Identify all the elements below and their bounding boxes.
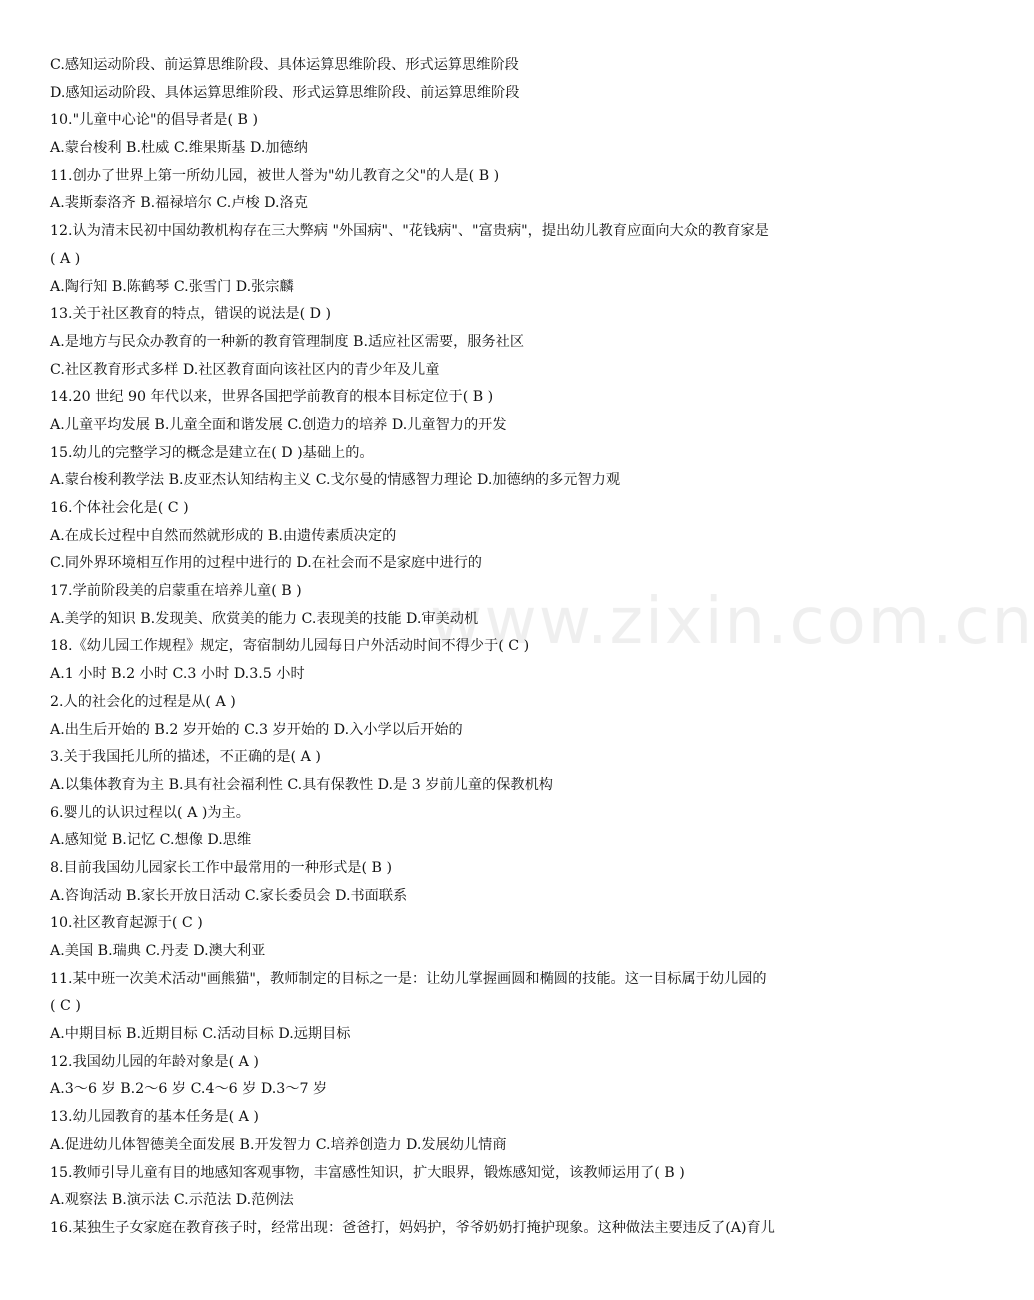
question-line: 13.关于社区教育的特点，错误的说法是( D ) — [50, 306, 332, 323]
options-line: C.同外界环境相互作用的过程中进行的 D.在社会而不是家庭中进行的 — [50, 555, 482, 572]
question-line: 2.人的社会化的过程是从( A ) — [50, 693, 236, 710]
question-line: 18.《幼儿园工作规程》规定，寄宿制幼儿园每日户外活动时间不得少于( C ) — [50, 638, 530, 655]
question-line: 16.某独生子女家庭在教育孩子时，经常出现：爸爸打，妈妈护，爷爷奶奶打掩护现象。这种做法主要违反了(A)育儿 — [50, 1219, 775, 1236]
watermark: www.zixin.com.cn — [430, 585, 1034, 659]
question-line: 10.社区教育起源于( C ) — [50, 915, 203, 932]
options-line: A.出生后开始的 B.2 岁开始的 C.3 岁开始的 D.入小学以后开始的 — [50, 721, 463, 738]
question-line: 11.某中班一次美术活动"画熊猫"，教师制定的目标之一是：让幼儿掌握画圆和椭圆的技能。这一目标属于幼儿园的 — [50, 970, 767, 987]
text-line: C.感知运动阶段、前运算思维阶段、具体运算思维阶段、形式运算思维阶段 — [50, 57, 519, 73]
question-line: 10."儿童中心论"的倡导者是( B ) — [50, 112, 259, 129]
options-line: A.中期目标 B.近期目标 C.活动目标 D.远期目标 — [50, 1026, 351, 1043]
question-line: 11.创办了世界上第一所幼儿园，被世人誉为"幼儿教育之父"的人是( B ) — [50, 167, 500, 184]
options-line: A.美国 B.瑞典 C.丹麦 D.澳大利亚 — [50, 943, 266, 959]
options-line: A.以集体教育为主 B.具有社会福利性 C.具有保教性 D.是 3 岁前儿童的保教机构 — [50, 776, 553, 793]
answer-line: ( A ) — [50, 250, 81, 267]
options-line: A.促进幼儿体智德美全面发展 B.开发智力 C.培养创造力 D.发展幼儿情商 — [50, 1136, 507, 1153]
options-line: A.咨询活动 B.家长开放日活动 C.家长委员会 D.书面联系 — [50, 887, 408, 904]
document-body — [50, 52, 875, 1243]
options-line: A.裴斯泰洛齐 B.福禄培尔 C.卢梭 D.洛克 — [50, 195, 308, 212]
options-line: C.社区教育形式多样 D.社区教育面向该社区内的青少年及儿童 — [50, 361, 440, 378]
text-line: D.感知运动阶段、具体运算思维阶段、形式运算思维阶段、前运算思维阶段 — [50, 84, 520, 101]
question-line: 3.关于我国托儿所的描述，不正确的是( A ) — [50, 749, 321, 766]
options-line: A.陶行知 B.陈鹤琴 C.张雪门 D.张宗麟 — [50, 278, 294, 295]
answer-line: ( C ) — [50, 998, 81, 1015]
question-line: 14.20 世纪 90 年代以来，世界各国把学前教育的根本目标定位于( B ) — [50, 389, 494, 406]
options-line: A.3～6 岁 B.2～6 岁 C.4～6 岁 D.3～7 岁 — [50, 1081, 328, 1098]
question-line: 13.幼儿园教育的基本任务是( A ) — [50, 1109, 259, 1126]
options-line: A.蒙台梭利教学法 B.皮亚杰认知结构主义 C.戈尔曼的情感智力理论 D.加德纳的多元智力观 — [50, 472, 621, 489]
question-line: 12.认为清末民初中国幼教机构存在三大弊病 "外国病"、"花钱病"、"富贵病"，提出幼儿教育应面向大众的教育家是 — [50, 223, 769, 240]
question-line: 6.婴儿的认识过程以( A )为主。 — [50, 804, 250, 821]
options-line: A.蒙台梭利 B.杜威 C.维果斯基 D.加德纳 — [50, 140, 308, 157]
options-line: A.观察法 B.演示法 C.示范法 D.范例法 — [50, 1192, 294, 1209]
question-line: 12.我国幼儿园的年龄对象是( A ) — [50, 1053, 259, 1070]
options-line: A.儿童平均发展 B.儿童全面和谐发展 C.创造力的培养 D.儿童智力的开发 — [50, 416, 507, 433]
options-line: A.感知觉 B.记忆 C.想像 D.思维 — [50, 832, 252, 849]
question-line: 15.教师引导儿童有目的地感知客观事物，丰富感性知识，扩大眼界，锻炼感知觉，该教师运用了( B ) — [50, 1164, 685, 1181]
options-line: A.1 小时 B.2 小时 C.3 小时 D.3.5 小时 — [50, 666, 305, 683]
question-line: 17.学前阶段美的启蒙重在培养儿童( B ) — [50, 583, 302, 600]
question-line: 16.个体社会化是( C ) — [50, 500, 189, 516]
options-line: A.在成长过程中自然而然就形成的 B.由遗传素质决定的 — [50, 527, 397, 544]
question-line: 8.目前我国幼儿园家长工作中最常用的一种形式是( B ) — [50, 859, 392, 876]
options-line: A.是地方与民众办教育的一种新的教育管理制度 B.适应社区需要，服务社区 — [50, 333, 525, 350]
question-line: 15.幼儿的完整学习的概念是建立在( D )基础上的。 — [50, 444, 374, 461]
options-line: A.美学的知识 B.发现美、欣赏美的能力 C.表现美的技能 D.审美动机 — [50, 610, 479, 627]
